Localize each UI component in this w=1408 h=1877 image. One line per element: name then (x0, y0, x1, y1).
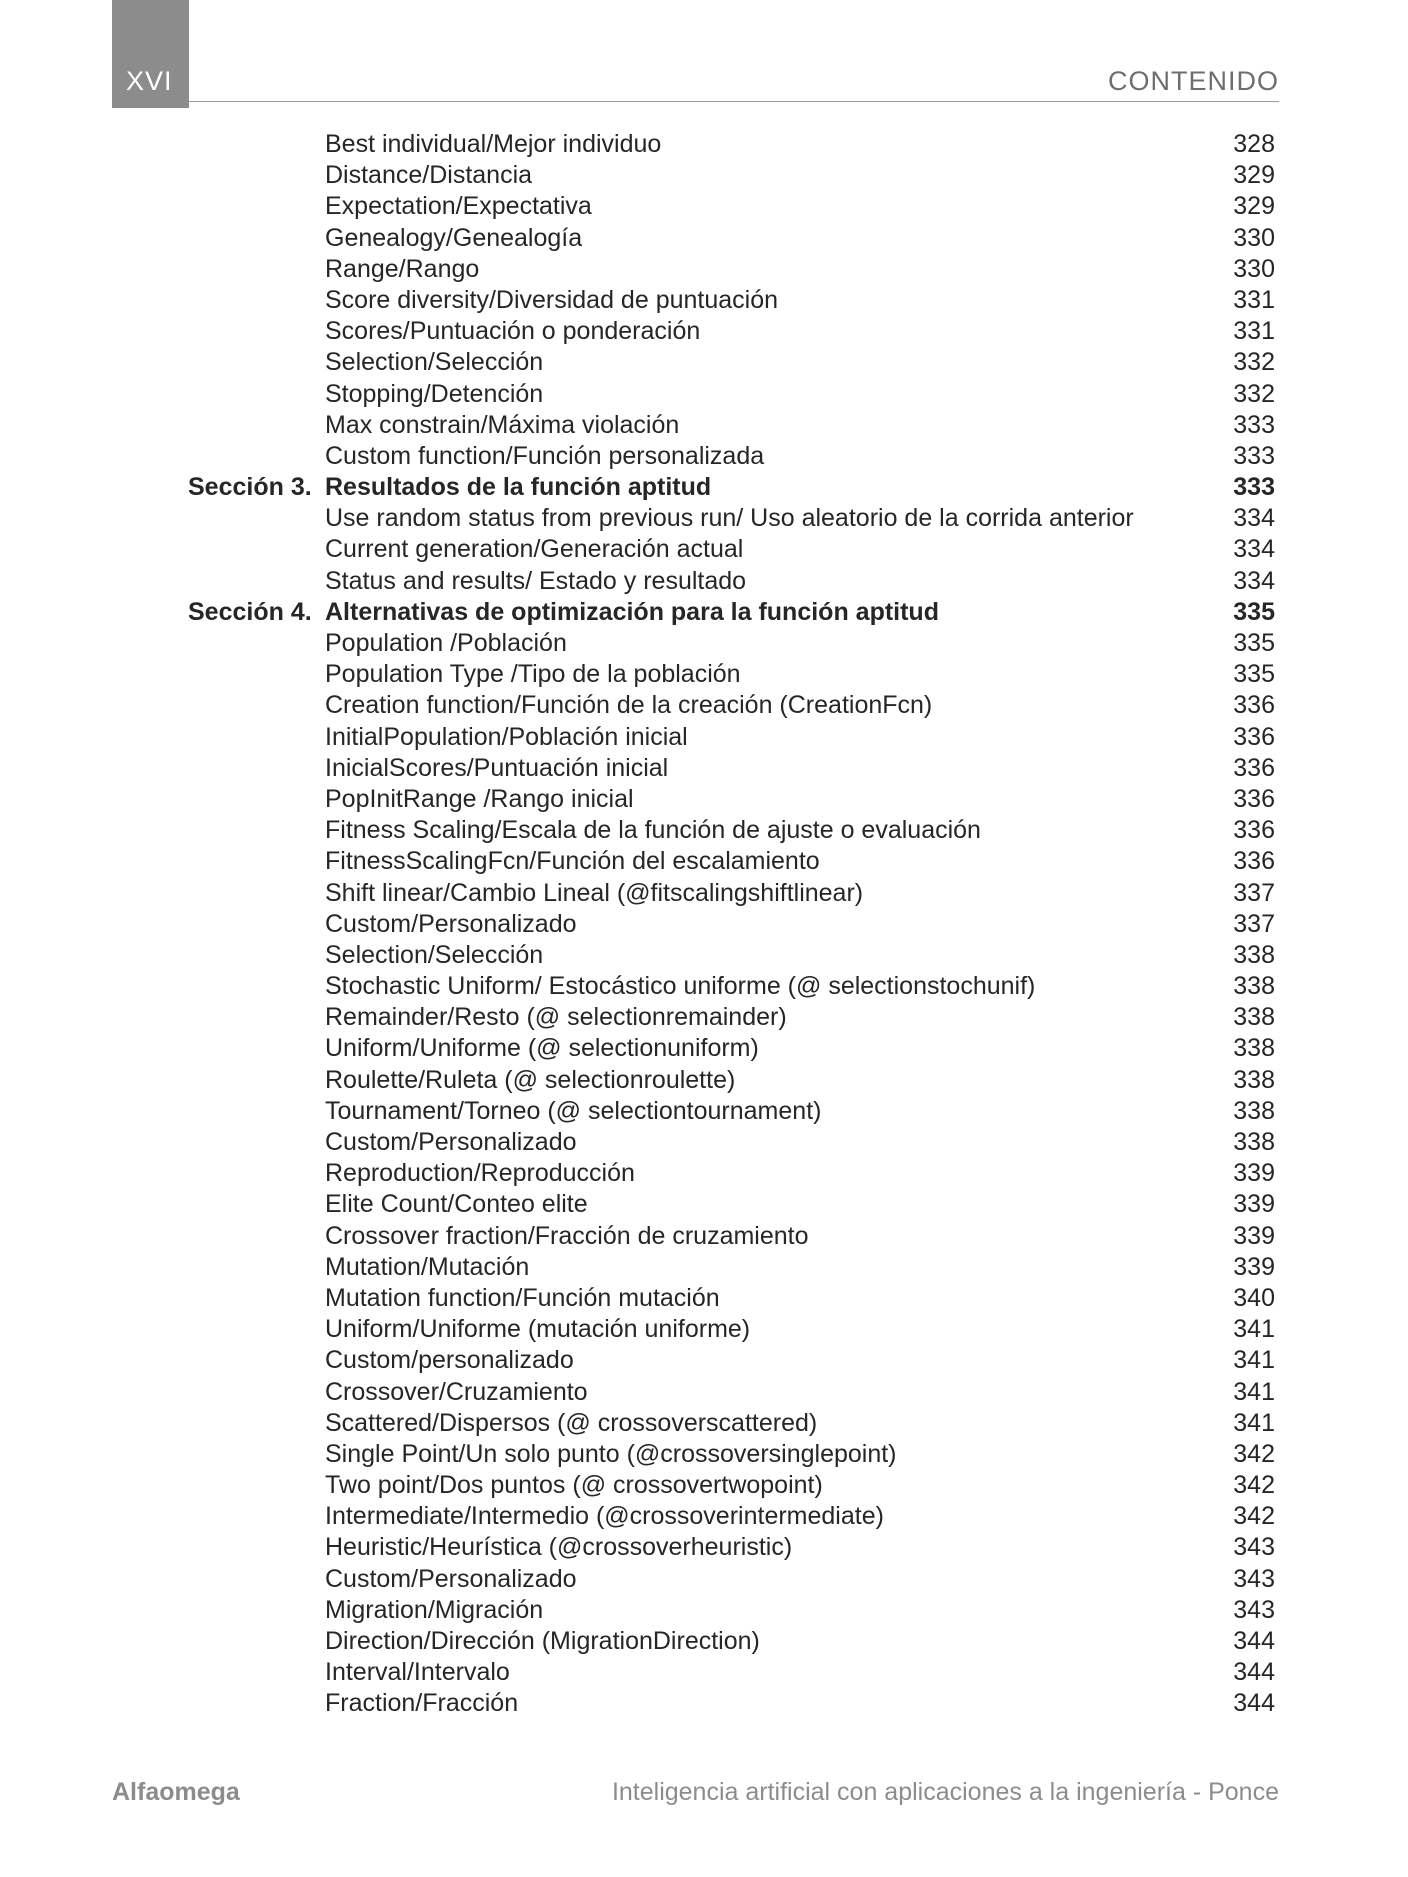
entry-title: Remainder/Resto (@ selectionremainder) (325, 1003, 787, 1032)
toc-entry-row (0, 971, 1408, 1002)
entry-title: Score diversity/Diversidad de puntuación (325, 285, 779, 314)
entry-page-number: 330 (1233, 223, 1275, 252)
toc-entry-row (0, 566, 1408, 597)
entry-page-number: 338 (1233, 1128, 1275, 1156)
entry-title: Shift linear/Cambio Lineal (@fitscalingshiftlinear) (325, 878, 864, 907)
entry-title: Custom/Personalizado (325, 1128, 577, 1156)
toc-entry-row (0, 1283, 1408, 1314)
entry-title: Creation function/Función de la creación (CreationFcn) (325, 691, 933, 720)
entry-title: Uniform/Uniforme (mutación uniforme) (325, 1315, 751, 1344)
entry-page-number: 336 (1233, 847, 1275, 876)
toc-entry-row (0, 379, 1408, 410)
entry-title: Selection/Selección (325, 348, 544, 377)
toc-entry-row (0, 503, 1408, 534)
toc-entry-row (0, 316, 1408, 347)
entry-title: Mutation/Mutación (325, 1252, 530, 1281)
toc-entry-row (0, 441, 1408, 472)
page-number: XVI (126, 66, 173, 96)
table-of-contents (0, 129, 1408, 1720)
toc-entry-row (0, 1408, 1408, 1439)
toc-entry-row (0, 223, 1408, 254)
entry-page-number: 339 (1233, 1159, 1275, 1188)
toc-entry-row (0, 1470, 1408, 1501)
toc-entry-row (0, 1127, 1408, 1158)
toc-entry-row (0, 410, 1408, 441)
toc-entry-row (0, 534, 1408, 565)
entry-page-number: 344 (1233, 1689, 1275, 1718)
entry-title: Custom/Personalizado (325, 1564, 577, 1593)
toc-entry-row (0, 1657, 1408, 1688)
toc-entry-row (0, 1439, 1408, 1470)
entry-page-number: 338 (1233, 1096, 1275, 1125)
entry-page-number: 341 (1233, 1346, 1275, 1375)
toc-section-row (0, 472, 1408, 503)
entry-title: Population /Población (325, 629, 567, 657)
entry-page-number: 332 (1233, 348, 1275, 377)
entry-title: Two point/Dos puntos (@ crossovertwopoint) (325, 1471, 823, 1500)
entry-page-number: 343 (1233, 1533, 1275, 1562)
entry-title: Custom/personalizado (325, 1346, 574, 1375)
entry-title: Genealogy/Genealogía (325, 223, 583, 252)
entry-page-number: 333 (1233, 441, 1275, 470)
entry-page-number: 330 (1233, 254, 1275, 283)
toc-entry-row (0, 1688, 1408, 1719)
entry-page-number: 340 (1233, 1283, 1275, 1312)
entry-title: Range/Rango (325, 254, 480, 283)
toc-entry-row (0, 1033, 1408, 1064)
entry-page-number: 338 (1233, 972, 1275, 1001)
entry-page-number: 341 (1233, 1408, 1275, 1437)
entry-page-number: 332 (1233, 379, 1275, 408)
toc-entry-row (0, 160, 1408, 191)
entry-page-number: 336 (1233, 784, 1275, 813)
entry-page-number: 334 (1233, 535, 1275, 564)
toc-entry-row (0, 1189, 1408, 1220)
entry-title: Interval/Intervalo (325, 1658, 510, 1687)
entry-title: Max constrain/Máxima violación (325, 410, 680, 439)
toc-entry-row (0, 1158, 1408, 1189)
entry-page-number: 336 (1233, 816, 1275, 845)
entry-title: Status and results/ Estado y resultado (325, 566, 747, 595)
entry-page-number: 339 (1233, 1221, 1275, 1250)
page-number-tab (112, 0, 189, 108)
entry-title: Elite Count/Conteo elite (325, 1190, 588, 1219)
entry-page-number: 343 (1233, 1595, 1275, 1624)
entry-page-number: 344 (1233, 1627, 1275, 1655)
entry-title: Mutation function/Función mutación (325, 1283, 720, 1312)
toc-entry-row (0, 753, 1408, 784)
entry-page-number: 331 (1233, 285, 1275, 314)
toc-entry-row (0, 1345, 1408, 1376)
toc-entry-row (0, 909, 1408, 940)
toc-entry-row (0, 878, 1408, 909)
entry-page-number: 336 (1233, 722, 1275, 751)
toc-entry-row (0, 1096, 1408, 1127)
toc-entry-row (0, 1564, 1408, 1595)
entry-page-number: 335 (1233, 629, 1275, 657)
entry-title: Crossover fraction/Fracción de cruzamiento (325, 1221, 809, 1250)
entry-page-number: 339 (1233, 1190, 1275, 1219)
book-title: Inteligencia artificial con aplicaciones a la ingeniería - Ponce (611, 1778, 1279, 1806)
entry-title: Stopping/Detención (325, 379, 544, 408)
entry-page-number: 341 (1233, 1315, 1275, 1344)
entry-page-number: 342 (1233, 1502, 1275, 1531)
toc-entry-row (0, 1595, 1408, 1626)
publisher-name: Alfaomega (112, 1778, 240, 1806)
entry-page-number: 336 (1233, 753, 1275, 782)
toc-entry-row (0, 690, 1408, 721)
toc-entry-row (0, 1626, 1408, 1657)
entry-page-number: 342 (1233, 1471, 1275, 1500)
toc-entry-row (0, 1065, 1408, 1096)
entry-page-number: 342 (1233, 1439, 1275, 1468)
entry-title: Use random status from previous run/ Uso aleatorio de la corrida anterior (325, 504, 1134, 533)
entry-title: Reproduction/Reproducción (325, 1159, 635, 1188)
toc-entry-row (0, 722, 1408, 753)
entry-page-number: 333 (1233, 410, 1275, 439)
entry-page-number: 338 (1233, 940, 1275, 969)
toc-entry-row (0, 659, 1408, 690)
toc-entry-row (0, 1377, 1408, 1408)
toc-entry-row (0, 815, 1408, 846)
entry-title: InicialScores/Puntuación inicial (325, 753, 669, 782)
entry-page-number: 338 (1233, 1034, 1275, 1063)
entry-page-number: 339 (1233, 1252, 1275, 1281)
entry-title: Single Point/Un solo punto (@crossoversinglepoint) (325, 1439, 897, 1468)
entry-title: Custom function/Función personalizada (325, 441, 765, 470)
entry-page-number: 335 (1233, 597, 1275, 626)
toc-entry-row (0, 347, 1408, 378)
entry-page-number: 334 (1233, 504, 1275, 533)
toc-entry-row (0, 628, 1408, 659)
toc-entry-row (0, 191, 1408, 222)
entry-page-number: 328 (1233, 130, 1275, 158)
toc-entry-row (0, 285, 1408, 316)
entry-title: FitnessScalingFcn/Función del escalamiento (325, 847, 820, 876)
entry-title: Current generation/Generación actual (325, 535, 744, 564)
entry-title: Fitness Scaling/Escala de la función de ajuste o evaluación (325, 816, 981, 845)
entry-title: Resultados de la función aptitud (325, 473, 712, 502)
toc-entry-row (0, 1501, 1408, 1532)
entry-page-number: 341 (1233, 1377, 1275, 1406)
entry-title: Tournament/Torneo (@ selectiontournament) (325, 1096, 822, 1125)
entry-title: Alternativas de optimización para la función aptitud (325, 597, 939, 626)
entry-title: Direction/Dirección (MigrationDirection) (325, 1627, 760, 1655)
entry-page-number: 338 (1233, 1065, 1275, 1094)
header-divider (189, 101, 1279, 102)
entry-title: Expectation/Expectativa (325, 192, 592, 221)
entry-title: Intermediate/Intermedio (@crossoverintermediate) (325, 1502, 884, 1531)
entry-title: Distance/Distancia (325, 161, 533, 190)
entry-title: Custom/Personalizado (325, 909, 577, 938)
entry-title: Fraction/Fracción (325, 1689, 519, 1718)
toc-entry-row (0, 1252, 1408, 1283)
toc-entry-row (0, 129, 1408, 160)
entry-page-number: 331 (1233, 317, 1275, 346)
entry-page-number: 338 (1233, 1003, 1275, 1032)
toc-entry-row (0, 1002, 1408, 1033)
entry-title: Heuristic/Heurística (@crossoverheuristic) (325, 1533, 793, 1562)
entry-title: Stochastic Uniform/ Estocástico uniforme (@ selectionstochunif) (325, 972, 1036, 1001)
entry-title: Selection/Selección (325, 940, 544, 969)
toc-entry-row (0, 784, 1408, 815)
entry-page-number: 337 (1233, 909, 1275, 938)
entry-page-number: 333 (1233, 473, 1275, 502)
entry-page-number: 337 (1233, 878, 1275, 907)
section-label: Sección 3. (188, 473, 312, 502)
entry-title: Scores/Puntuación o ponderación (325, 317, 701, 346)
toc-section-row (0, 597, 1408, 628)
entry-page-number: 335 (1233, 660, 1275, 689)
entry-page-number: 343 (1233, 1564, 1275, 1593)
entry-title: Scattered/Dispersos (@ crossoverscattered) (325, 1408, 818, 1437)
toc-entry-row (0, 1221, 1408, 1252)
toc-entry-row (0, 940, 1408, 971)
section-label: Sección 4. (188, 597, 312, 626)
entry-page-number: 329 (1233, 161, 1275, 190)
entry-title: InitialPopulation/Población inicial (325, 722, 688, 751)
toc-entry-row (0, 1532, 1408, 1563)
entry-title: Migration/Migración (325, 1595, 544, 1624)
entry-title: Uniform/Uniforme (@ selectionuniform) (325, 1034, 759, 1063)
entry-page-number: 334 (1233, 566, 1275, 595)
entry-page-number: 336 (1233, 691, 1275, 720)
entry-title: Best individual/Mejor individuo (325, 130, 662, 158)
entry-page-number: 344 (1233, 1658, 1275, 1687)
entry-title: Crossover/Cruzamiento (325, 1377, 588, 1406)
toc-entry-row (0, 254, 1408, 285)
entry-title: PopInitRange /Rango inicial (325, 784, 634, 813)
running-header: CONTENIDO (1108, 66, 1279, 96)
entry-title: Population Type /Tipo de la población (325, 660, 741, 689)
toc-entry-row (0, 846, 1408, 877)
entry-page-number: 329 (1233, 192, 1275, 221)
toc-entry-row (0, 1314, 1408, 1345)
entry-title: Roulette/Ruleta (@ selectionroulette) (325, 1065, 736, 1094)
